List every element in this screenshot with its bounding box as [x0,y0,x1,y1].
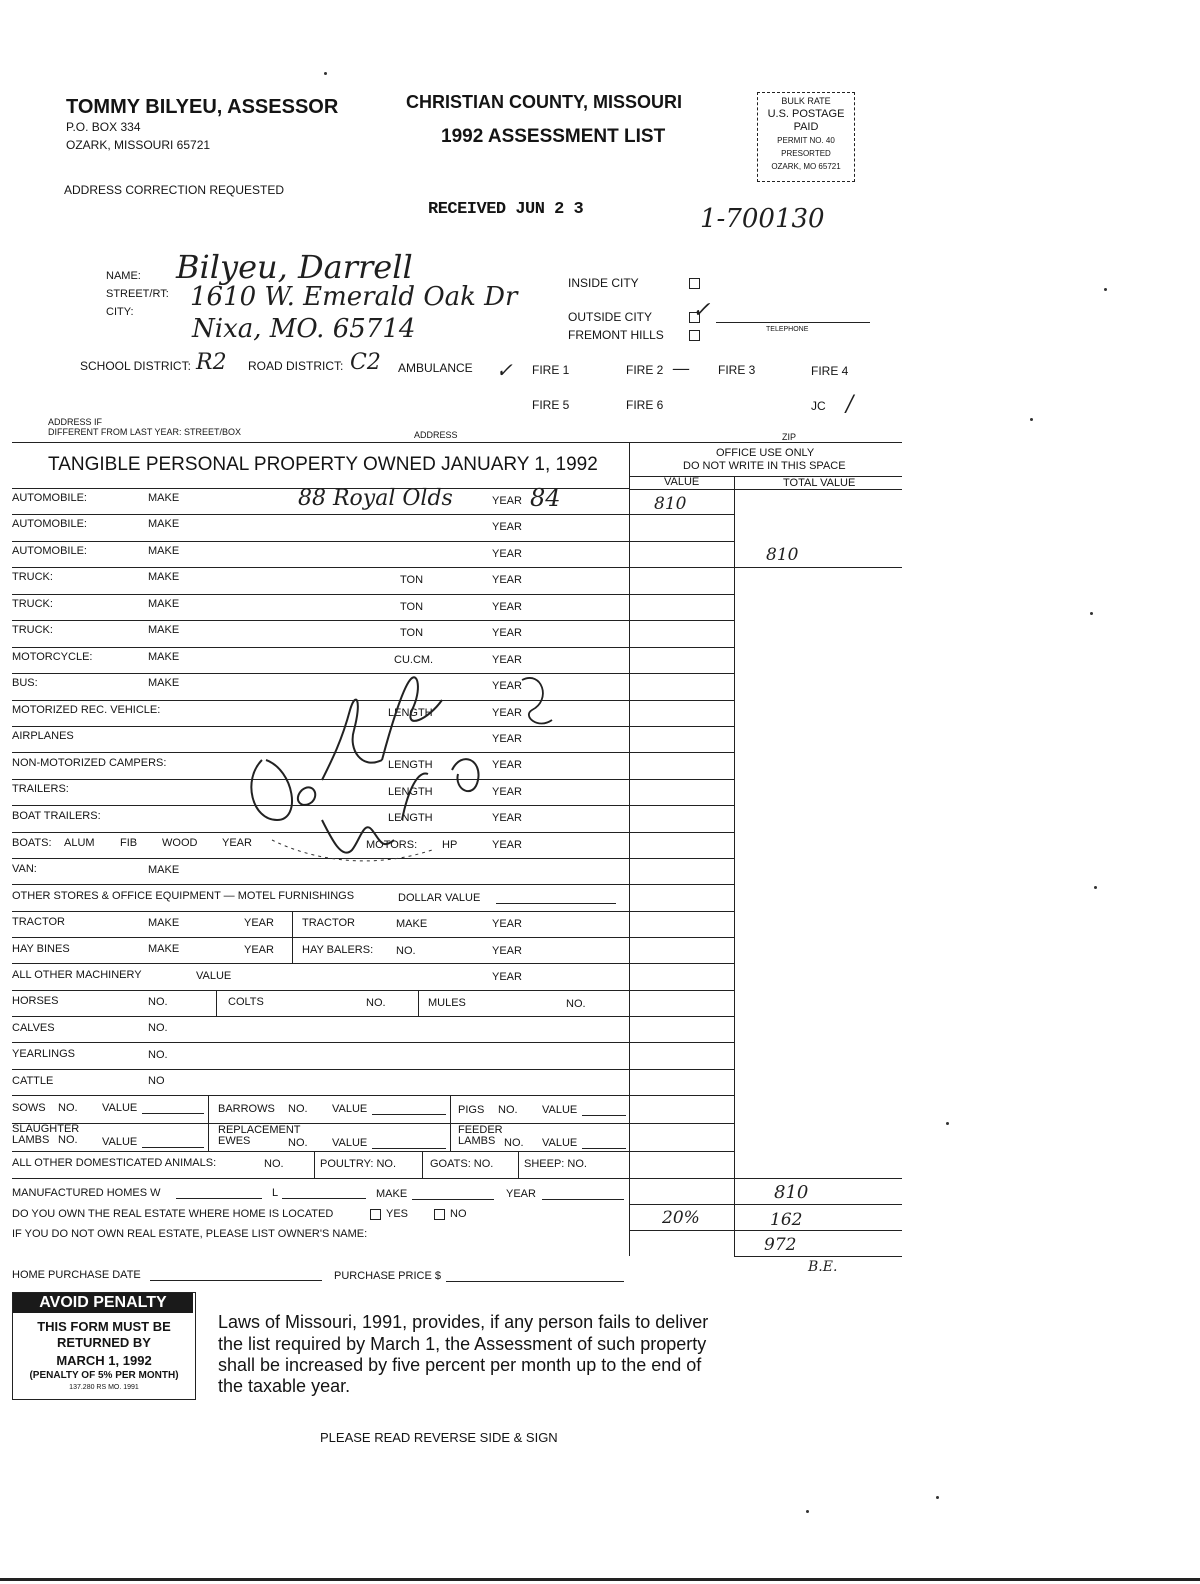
own-no-label: NO [450,1208,467,1220]
cattle-no-label: NO [148,1075,165,1087]
telephone-line [716,322,870,323]
truck3-label: TRUCK: [12,624,53,636]
fremont-hills-label: FREMONT HILLS [568,328,664,342]
auto3-year-label: YEAR [492,548,522,560]
barrows-no-label: NO. [288,1103,308,1115]
boats-wood-label: WOOD [162,837,198,849]
calves-label: CALVES [12,1022,55,1034]
inside-city-label: INSIDE CITY [568,276,639,290]
airplanes-year-label: YEAR [492,733,522,745]
postage-line: PAID [793,121,819,133]
swine-split-rule [208,1095,209,1151]
trailers-label: TRAILERS: [12,783,69,795]
hay-balers-year-label: YEAR [492,945,522,957]
postage-text [758,95,854,173]
fire6-label: FIRE 6 [626,398,664,412]
feeder-value-line [582,1148,626,1149]
manufactured-year-label: YEAR [506,1188,536,1200]
domestic-no-label: NO. [264,1158,284,1170]
scan-speck [324,72,327,75]
truck2-ton-label: TON [400,601,424,613]
hay-balers-label: HAY BALERS: [302,944,374,956]
tractor2-make-label: MAKE [396,918,428,930]
pigs-label: PIGS [458,1104,485,1116]
tractor2-year-label: YEAR [492,918,522,930]
scan-speck [806,1510,809,1513]
auto2-make-label: MAKE [148,518,180,530]
inside-city-checkbox[interactable] [689,278,700,289]
slaughter-value-label: VALUE [102,1136,138,1148]
truck2-label: TRUCK: [12,598,53,610]
row-rule [12,1016,734,1017]
feeder-value-label: VALUE [542,1137,578,1149]
horses-label: HORSES [12,995,59,1007]
hay-bines-label: HAY BINES [12,943,70,955]
dollar-value-label: DOLLAR VALUE [398,892,481,904]
domestic-split-rule [518,1151,519,1178]
penalty-line-2: RETURNED BY [57,1335,151,1350]
office-rule [629,1230,902,1231]
scan-speck [1090,612,1093,615]
row-rule [12,514,734,515]
boat-trailers-length-label: LENGTH [388,812,433,824]
replacement-label: REPLACEMENT [218,1124,301,1136]
office-value-header: VALUE [664,476,700,488]
goats-label: GOATS: NO. [430,1158,494,1170]
row-rule [12,594,734,595]
office-percent-value: 20% [662,1208,700,1228]
postage-line: PRESORTED [781,149,831,158]
assessor-name: TOMMY BILYEU, ASSESSOR [66,96,339,118]
horses-split-rule [216,990,217,1016]
auto1-year-value[interactable]: 84 [530,484,561,512]
auto1-office-value: 810 [654,494,687,514]
cattle-label: CATTLE [12,1075,54,1087]
table-top-rule [12,442,902,443]
auto2-year-label: YEAR [492,521,522,533]
telephone-label: TELEPHONE [766,326,809,333]
fire5-label: FIRE 5 [532,398,570,412]
signature-scrawl [232,670,612,890]
auto3-make-label: MAKE [148,545,180,557]
fire3-label: FIRE 3 [718,363,756,377]
office-assessed-value: 162 [770,1210,803,1230]
pigs-no-label: NO. [498,1104,518,1116]
motorcycle-year-label: YEAR [492,654,522,666]
name-label: NAME: [106,270,141,282]
own-no-checkbox[interactable] [434,1209,445,1220]
machinery-label: ALL OTHER MACHINERY [12,969,142,981]
fire4-label: FIRE 4 [811,364,849,378]
boats-hp-label: HP [442,839,458,851]
manufactured-make-line [412,1199,494,1200]
row-rule [12,1042,734,1043]
feeder-lambs-label: LAMBS [458,1135,496,1147]
truck2-year-label: YEAR [492,601,522,613]
motorcycle-label: MOTORCYCLE: [12,651,93,663]
outside-city-label: OUTSIDE CITY [568,310,653,324]
row-rule [12,911,734,912]
fremont-hills-checkbox[interactable] [689,330,700,341]
machinery-year-label: YEAR [492,971,522,983]
slaughter-value-line [142,1147,204,1148]
poultry-label: POULTRY: NO. [320,1158,397,1170]
hay-balers-no-label: NO. [396,945,416,957]
colts-no-label: NO. [366,997,386,1009]
own-real-estate-question: DO YOU OWN THE REAL ESTATE WHERE HOME IS LOCATED [12,1208,334,1220]
row-rule [12,541,734,542]
office-total-header: TOTAL VALUE [783,477,856,489]
address-if-label: ADDRESS IF [48,417,103,427]
postage-line: PERMIT NO. 40 [777,136,835,145]
motorcycle-make-label: MAKE [148,651,180,663]
slaughter-lambs-label: LAMBS [12,1134,50,1146]
office-column-mid-rule [734,476,735,1256]
row-rule [12,1151,734,1152]
auto1-label: AUTOMOBILE: [12,492,87,504]
office-rule [629,1204,902,1205]
domestic-label: ALL OTHER DOMESTICATED ANIMALS: [12,1157,217,1169]
zip-label: ZIP [782,432,797,442]
auto2-label: AUTOMOBILE: [12,518,87,530]
truck3-year-label: YEAR [492,627,522,639]
office-do-not-write-label: DO NOT WRITE IN THIS SPACE [683,460,846,472]
barrows-value-line [372,1114,446,1115]
postage-box [757,92,855,182]
scan-speck [936,1496,939,1499]
row-rule [12,620,734,621]
law-text-line-3: shall be increased by five percent per month up to the end of [218,1355,702,1375]
domestic-split-rule [314,1151,315,1178]
boats-fib-label: FIB [120,837,138,849]
ewes-value-line [372,1148,446,1149]
truck1-year-label: YEAR [492,574,522,586]
rv-length-label: LENGTH [388,707,433,719]
boats-motors-label: MOTORS: [366,839,418,851]
fire2-label: FIRE 2 [626,363,664,377]
tractor-year-label: YEAR [244,917,274,929]
row-rule [12,567,902,568]
airplanes-label: AIRPLANES [12,730,74,742]
address-label: ADDRESS [414,430,458,440]
office-subtotal-value: 810 [774,1182,809,1203]
purchase-date-label: HOME PURCHASE DATE [12,1269,141,1281]
street-label: STREET/RT: [106,288,169,300]
mules-no-label: NO. [566,998,586,1010]
office-total-value: 972 [764,1235,797,1255]
assessor-city-state: OZARK, MISSOURI 65721 [66,138,211,152]
feeder-no-label: NO. [504,1137,524,1149]
scan-speck [1030,418,1033,421]
calves-no-label: NO. [148,1022,168,1034]
sows-value-line [142,1113,204,1114]
penalty-line-3: MARCH 1, 1992 [56,1353,152,1368]
ambulance-label: AMBULANCE [398,361,473,375]
rv-label: MOTORIZED REC. VEHICLE: [12,704,161,716]
dollar-value-line [496,903,616,904]
truck3-make-label: MAKE [148,624,180,636]
barrows-label: BARROWS [218,1103,275,1115]
manufactured-homes-label: MANUFACTURED HOMES W [12,1187,161,1199]
law-text-line-2: the list required by March 1, the Assessment of such property [218,1334,707,1354]
bus-year-label: YEAR [492,680,522,692]
boats-label: BOATS: [12,837,52,849]
hay-bines-year-label: YEAR [244,944,274,956]
trailers-length-label: LENGTH [388,786,433,798]
manufactured-year-line [542,1199,624,1200]
hay-bines-make-label: MAKE [148,943,180,955]
manufactured-width-line [176,1198,262,1199]
purchase-price-label: PURCHASE PRICE $ [334,1270,441,1282]
owner-name-request: IF YOU DO NOT OWN REAL ESTATE, PLEASE LIST OWNER'S NAME: [12,1228,368,1240]
slaughter-label: SLAUGHTER [12,1123,80,1135]
truck3-ton-label: TON [400,627,424,639]
trailers-year-label: YEAR [492,786,522,798]
row-rule [12,937,734,938]
yearlings-label: YEARLINGS [12,1048,75,1060]
school-district-label: SCHOOL DISTRICT: [80,359,191,373]
different-address-label: DIFFERENT FROM LAST YEAR: STREET/BOX [48,427,242,437]
pigs-value-line [582,1115,626,1116]
own-yes-label: YES [386,1208,409,1220]
row-rule [12,963,734,964]
van-make-label: MAKE [148,864,180,876]
sheep-label: SHEEP: NO. [524,1158,587,1170]
campers-label: NON-MOTORIZED CAMPERS: [12,757,167,769]
list-title: 1992 ASSESSMENT LIST [441,126,666,147]
truck1-ton-label: TON [400,574,424,586]
domestic-split-rule [422,1151,423,1178]
manufactured-length-label: L [272,1187,279,1199]
jc-mark: / [846,392,854,417]
sows-no-label: NO. [58,1102,78,1114]
fire1-label: FIRE 1 [532,363,570,377]
tractor-split-rule [292,911,293,963]
owner-street[interactable]: 1610 W. Emerald Oak Dr [190,282,518,312]
footer-instruction: PLEASE READ REVERSE SIDE & SIGN [320,1430,558,1445]
scan-speck [946,1122,949,1125]
account-number: 1-700130 [700,204,825,234]
penalty-box [12,1292,196,1400]
owner-name[interactable]: Bilyeu, Darrell [176,248,413,286]
row-rule [12,647,734,648]
colts-label: COLTS [228,996,264,1008]
ewes-value-label: VALUE [332,1137,368,1149]
office-rule [734,1256,902,1257]
scan-speck [1094,886,1097,889]
row-rule [12,990,734,991]
bus-make-label: MAKE [148,677,180,689]
road-district-label: ROAD DISTRICT: [248,359,344,373]
tractor2-label: TRACTOR [302,917,355,929]
pigs-value-label: VALUE [542,1104,578,1116]
received-stamp: RECEIVED JUN 2 3 [428,200,584,219]
postage-line: BULK RATE [781,96,831,106]
mules-label: MULES [428,997,466,1009]
auto1-make-value[interactable]: 88 Royal Olds [298,486,453,511]
swine-split-rule [450,1095,451,1151]
campers-year-label: YEAR [492,759,522,771]
ewes-no-label: NO. [288,1137,308,1149]
postage-line: U.S. POSTAGE [767,108,845,120]
owner-city[interactable]: Nixa, MO. 65714 [192,314,416,344]
row-rule [12,1095,734,1096]
slaughter-no-label: NO. [58,1134,78,1146]
purchase-price-line [446,1281,624,1282]
school-district-value[interactable]: R2 [196,350,227,375]
purchase-date-line [150,1280,322,1281]
manufactured-make-label: MAKE [376,1188,408,1200]
auto-total-value: 810 [766,545,799,565]
own-yes-checkbox[interactable] [370,1209,381,1220]
road-district-value[interactable]: C2 [350,350,381,375]
row-rule [12,1069,734,1070]
tractor-label: TRACTOR [12,916,65,928]
truck1-make-label: MAKE [148,571,180,583]
postage-line: OZARK, MO 65721 [771,162,841,171]
boat-trailers-year-label: YEAR [492,812,522,824]
auto1-make-label: MAKE [148,492,180,504]
other-stores-label: OTHER STORES & OFFICE EQUIPMENT — MOTEL FURNISHINGS [12,890,355,902]
city-label: CITY: [106,306,134,318]
table-title: TANGIBLE PERSONAL PROPERTY OWNED JANUARY 1, 1992 [48,454,598,475]
truck2-make-label: MAKE [148,598,180,610]
auto1-year-label: YEAR [492,495,522,507]
penalty-line-5: 137.280 RS MO. 1991 [69,1384,139,1391]
horses-split-rule [418,990,419,1016]
scan-speck [1104,288,1107,291]
van-label: VAN: [12,863,37,875]
boats-year-label: YEAR [222,837,252,849]
tractor-make-label: MAKE [148,917,180,929]
sows-label: SOWS [12,1102,46,1114]
assessor-po-box: P.O. BOX 334 [66,120,141,134]
office-header-bottom-rule [629,489,902,490]
motorcycle-cucm-label: CU.CM. [394,654,434,666]
penalty-line-4: (PENALTY OF 5% PER MONTH) [29,1370,179,1381]
law-text-line-4: the taxable year. [218,1376,351,1396]
address-correction-note: ADDRESS CORRECTION REQUESTED [64,183,285,197]
boats-alum-label: ALUM [64,837,95,849]
boats-motor-year-label: YEAR [492,839,522,851]
boat-trailers-label: BOAT TRAILERS: [12,810,101,822]
avoid-penalty-badge: AVOID PENALTY [13,1293,193,1313]
fire2-mark: — [672,358,690,379]
truck1-label: TRUCK: [12,571,53,583]
penalty-line-1: THIS FORM MUST BE [37,1319,171,1334]
row-rule [12,1123,734,1124]
feeder-label: FEEDER [458,1124,503,1136]
office-column-left-rule [629,442,630,1256]
machinery-value-label: VALUE [196,970,232,982]
jc-label: JC [811,399,826,413]
sows-value-label: VALUE [102,1102,138,1114]
barrows-value-label: VALUE [332,1103,368,1115]
office-use-label: OFFICE USE ONLY [716,447,815,459]
ewes-label: EWES [218,1135,251,1147]
outside-city-checkmark: ✓ [692,298,711,323]
horses-no-label: NO. [148,996,168,1008]
county-title: CHRISTIAN COUNTY, MISSOURI [406,92,683,112]
yearlings-no-label: NO. [148,1049,168,1061]
campers-length-label: LENGTH [388,759,433,771]
office-initials: B.E. [808,1259,838,1275]
bus-label: BUS: [12,677,38,689]
auto3-label: AUTOMOBILE: [12,545,87,557]
row-rule [12,1178,902,1179]
law-text-line-1: Laws of Missouri, 1991, provides, if any person fails to deliver [218,1312,709,1332]
ambulance-mark: ✓ [496,358,513,382]
rv-year-label: YEAR [492,707,522,719]
manufactured-length-line [282,1198,366,1199]
page-bottom-edge [0,1578,1200,1581]
